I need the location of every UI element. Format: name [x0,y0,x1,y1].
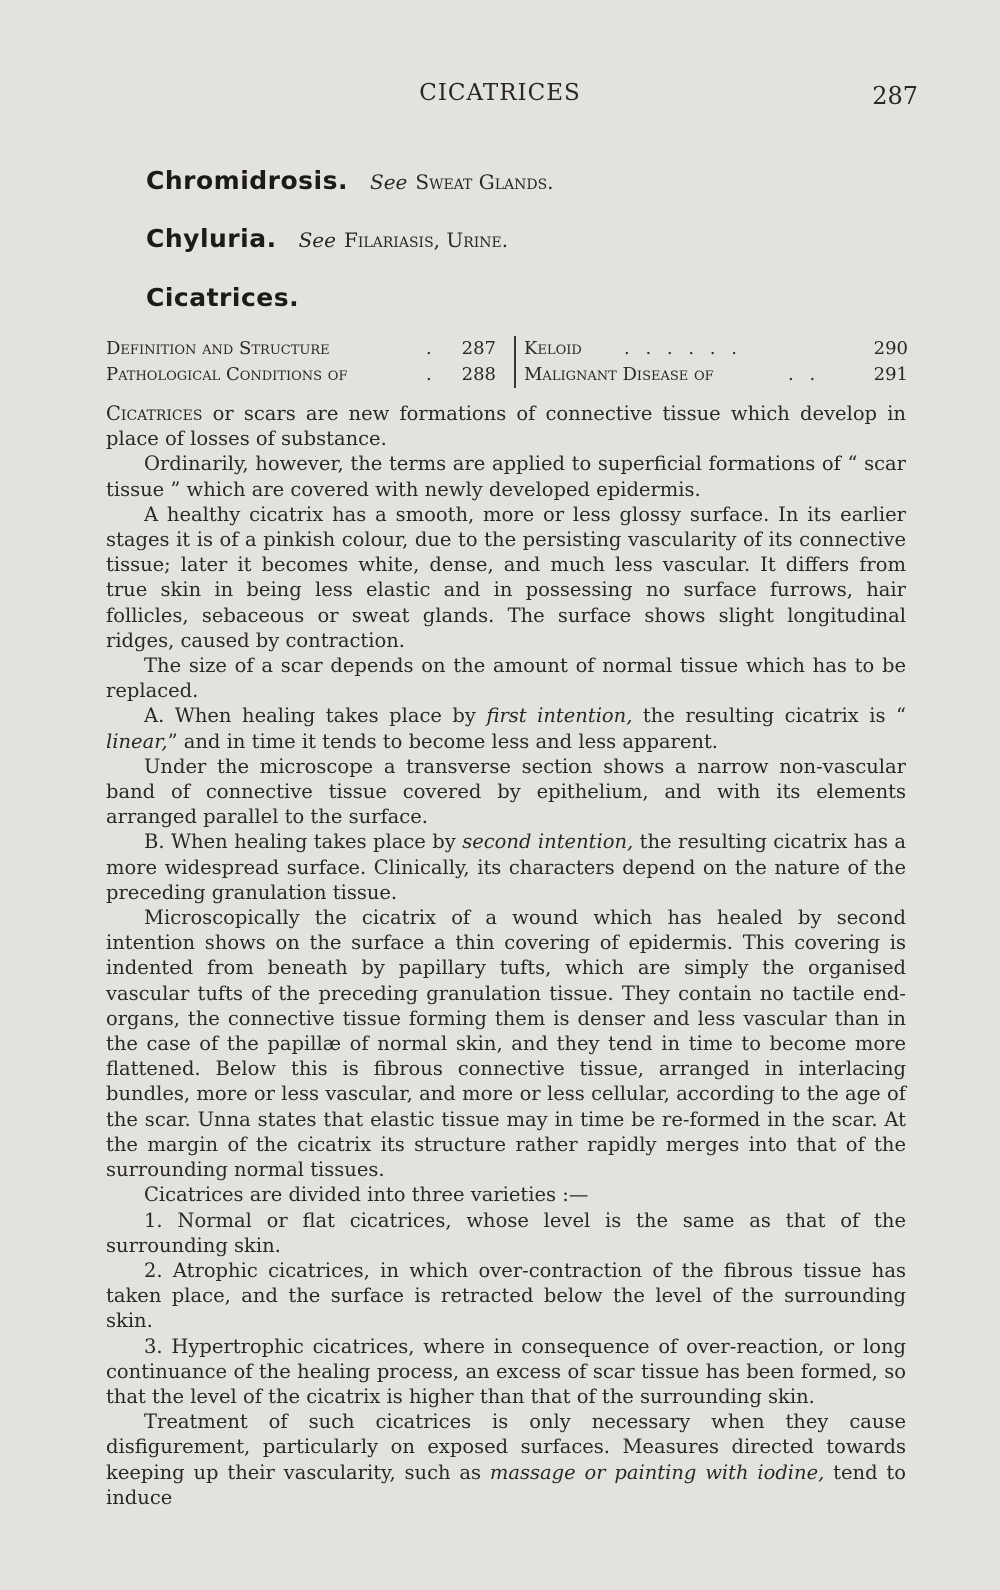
contents-page: 288 [461,364,496,385]
page-number: 287 [872,82,918,110]
contents-label: Definition and Structure [106,338,330,359]
paragraph: 1. Normal or flat cicatrices, whose level is the same as that of the surrounding skin. [106,1208,906,1257]
reference-target: Sweat Glands. [415,170,554,194]
entry-chyluria [146,224,508,253]
paragraph: Microscopically the cicatrix of a wound which has healed by second intention shows on the surface a thin covering of epidermis. This covering is indented from beneath by papillary tufts, which are simply the organised vascular tufts of the preceding granulation tissue. They contain no tactile end-organs, the connective tissue forming them is denser and less vascular than in the case of the papillæ of normal skin, and they tend in time to become more flattened. Below this is fibrous connective tissue, arranged in interlacing bundles, more or less vascular, and more or less cellular, according to the age of the scar. Unna states that elastic tissue may in time be re-formed in the scar. At the margin of the cicatrix its structure rather rapidly merges into that of the surrounding normal tissues. [106,906,906,1182]
article-body [106,401,906,1510]
leader-dots: . [426,364,437,385]
paragraph: A. When healing takes place by first intention, the resulting cicatrix is “ linear,” and in time it tends to become less and less apparent. [106,704,907,753]
contents-row [524,362,908,388]
contents-row [106,362,506,388]
paragraph: A healthy cicatrix has a smooth, more or less glossy surface. In its earlier stages it is of a pinkish colour, due to the persisting vascularity of its connective tissue; later it becomes white, dense, and much less vascular. It differs from true skin in being less elastic and in possessing no surface furrows, hair follicles, sebaceous or sweat glands. The surface shows slight longitudinal ridges, caused by contraction. [106,502,906,652]
contents-row [524,336,908,362]
entry-term: Chyluria. [146,224,277,253]
leader-dots: . . [788,364,821,385]
emphasis: massage or painting with iodine, [489,1460,825,1484]
see-label: See [298,228,336,252]
paragraph: Treatment of such cicatrices is only necessary when they cause disfigurement, particularly on exposed surfaces. Measures directed towards keeping up their vascularity, such as massage or painting with iodine, tend to induce [106,1410,906,1509]
contents-label: Malignant Disease of [524,364,714,385]
cross-reference [370,170,554,194]
entry-term: Cicatrices. [146,283,300,312]
contents-row [106,336,506,362]
contents-divider [514,336,516,388]
paragraph: The size of a scar depends on the amount of normal tissue which has to be replaced. [106,654,906,703]
cross-reference [299,228,509,252]
paragraph: Cicatrices are divided into three varieties :— [144,1183,589,1207]
entry-chromidrosis [146,166,554,195]
paragraph: Cicatrices or scars are new formations of connective tissue which develop in place of losses of substance. [106,402,906,451]
emphasis: first intention, [486,704,633,728]
entry-cicatrices [146,283,299,312]
reference-target: Filariasis, Urine. [343,228,509,252]
contents-page: 287 [461,338,496,359]
paragraph: 2. Atrophic cicatrices, in which over-contraction of the fibrous tissue has taken place, and the surface is retracted below the level of the surrounding skin. [106,1258,906,1333]
entry-term: Chromidrosis. [146,166,348,195]
paragraph: Ordinarily, however, the terms are applied to superficial formations of “ scar tissue ” which are covered with newly developed epidermis. [106,452,906,501]
see-label: See [370,170,408,194]
leader-dots: . . . . . . [624,338,742,359]
contents-label: Keloid [524,338,582,359]
running-title: CICATRICES [419,80,581,106]
paragraph: 3. Hypertrophic cicatrices, where in consequence of over-reaction, or long continuance of the healing process, an excess of scar tissue has been formed, so that the level of the cicatrix is higher than that of the surrounding skin. [106,1334,906,1408]
leader-dots: . [426,338,437,359]
contents-page: 290 [873,338,908,359]
paragraph: B. When healing takes place by second intention, the resulting cicatrix has a more widespread surface. Clinically, its characters depend on the nature of the preceding granulation tissue. [106,830,907,904]
paragraph: Under the microscope a transverse section shows a narrow non-vascular band of connective tissue covered by epithelium, and with its elements arranged parallel to the surface. [106,754,906,829]
running-header [0,80,1000,114]
contents-column-left [106,336,506,388]
emphasis: second intention, [462,830,634,854]
emphasis: linear, [106,729,168,753]
lead-term: Cicatrices [106,402,203,425]
contents-label: Pathological Conditions of [106,364,348,385]
contents-page: 291 [873,364,908,385]
contents-column-right [524,336,908,388]
